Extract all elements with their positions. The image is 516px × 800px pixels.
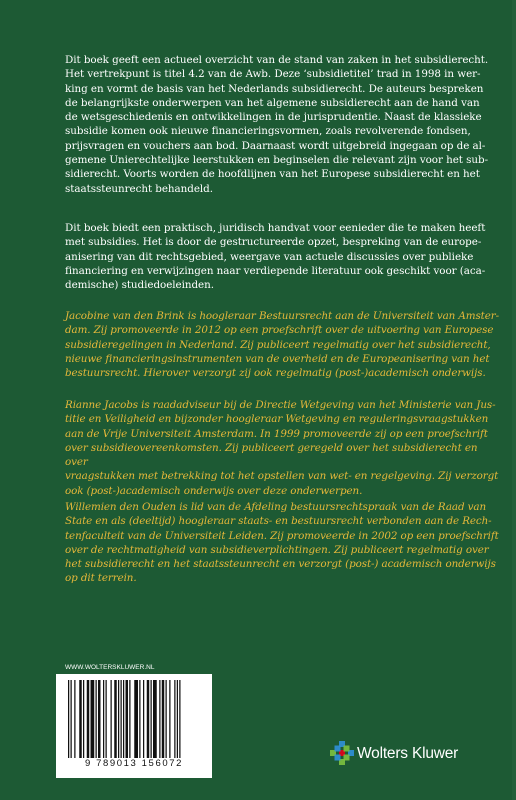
cover-edge xyxy=(512,0,516,800)
text-line: over subsidieovereenkomsten. Zij publiceert geregeld over het subsidierecht en over xyxy=(65,441,478,469)
text-line: staatssteunrecht behandeld. xyxy=(65,182,213,195)
text-line: met subsidies. Het is door de gestructureerde opzet, bespreking van de europe- xyxy=(65,236,482,249)
text-line: bestuursrecht. Hierover verzorgt zij ook regelmatig (post-)academisch onderwijs. xyxy=(65,367,486,380)
barcode-bar xyxy=(147,680,150,758)
barcode-bar xyxy=(169,680,170,758)
barcode-bar xyxy=(153,680,157,758)
barcode-bar xyxy=(143,680,144,758)
barcode-bar xyxy=(96,680,97,758)
barcode-bar xyxy=(123,680,124,758)
barcode-bar xyxy=(79,680,82,758)
description-paragraph-1 xyxy=(65,53,500,196)
text-line: gemene Unierechtelijke leerstukken en beginselen die relevant zijn voor het sub- xyxy=(65,154,489,167)
text-line: vraagstukken met betrekking tot het opstellen van wet- en regelgeving. Zij verzorgt xyxy=(65,470,499,483)
text-line: demische) studiedoeleinden. xyxy=(65,279,214,292)
barcode-bar xyxy=(114,680,117,758)
publisher-name: Wolters Kluwer xyxy=(357,745,459,762)
text-line: Dit boek geeft een actueel overzicht van de stand van zaken in het subsidierecht. xyxy=(65,54,489,66)
barcode-bar xyxy=(83,680,84,758)
barcode-bar xyxy=(129,680,130,758)
barcode-bar xyxy=(179,680,180,758)
text-line: prijsvragen en vouchers aan bod. Daarnaast wordt uitgebreid ingegaan op de al- xyxy=(65,139,486,152)
barcode-bar xyxy=(118,680,119,758)
text-line: aan de Vrije Universiteit Amsterdam. In 1999 promoveerde zij op een proefschrift xyxy=(65,427,488,440)
wolters-kluwer-logo-icon xyxy=(330,741,354,765)
barcode-bar xyxy=(87,680,90,758)
barcode-bar xyxy=(134,680,138,758)
barcode-bar xyxy=(126,680,129,758)
isbn-number: 9 789013 156072 xyxy=(85,758,183,769)
barcode-bar xyxy=(159,680,160,758)
text-line: ook (post-)academisch onderwijs over deze onderwerpen. xyxy=(65,484,363,497)
text-line: king en vormt de basis van het Nederlands subsidierecht. De auteurs bespreken xyxy=(65,82,484,95)
website-url[interactable]: WWW.WOLTERSKLUWER.NL xyxy=(65,664,155,671)
author-bio-van-den-brink xyxy=(65,309,500,380)
barcode-bar xyxy=(151,680,152,758)
text-line: Rianne Jacobs is raadadviseur bij de Directie Wetgeving van het Ministerie van Jus- xyxy=(65,399,496,411)
barcode-bar xyxy=(162,680,165,758)
barcode-bars xyxy=(68,680,200,758)
text-line: sidierecht. Voorts worden de hoofdlijnen van het Europese subsidierecht en het xyxy=(65,168,480,181)
text-line: Willemien den Ouden is lid van de Afdeling bestuursrechtspraak van de Raad van xyxy=(65,501,487,513)
text-line: op dit terrein. xyxy=(65,572,137,585)
logo-square xyxy=(335,755,341,761)
barcode-bar xyxy=(166,680,167,758)
barcode-bar xyxy=(71,680,72,758)
text-line: over de rechtmatigheid van subsidieverplichtingen. Zij publiceert regelmatig over xyxy=(65,543,489,556)
text-line: State en als (deeltijd) hoogleraar staats- en bestuursrecht verbonden aan de Rech- xyxy=(65,515,492,528)
text-line: de wetsgeschiedenis en ontwikkelingen in de jurisprudentie. Naast de klassieke xyxy=(65,111,482,124)
logo-square xyxy=(344,746,350,752)
text-line: nieuwe financieringsinstrumenten van de overheid en de Europeanisering van het xyxy=(65,352,490,365)
text-line: Het vertrekpunt is titel 4.2 van de Awb. Deze ‘subsidietitel’ trad in 1998 in wer- xyxy=(65,68,481,81)
text-line: anisering van dit rechtsgebied, weergave van actuele discussies over publieke xyxy=(65,250,474,263)
author-bio-den-ouden xyxy=(65,500,500,586)
text-line: het subsidierecht en het staatssteunrecht en verzorgt (post-) academisch onderwijs xyxy=(65,558,496,571)
barcode-bar xyxy=(177,680,178,758)
barcode-bar xyxy=(174,680,175,758)
text-line: subsidieregelingen in Nederland. Zij publiceert regelmatig over het subsidierecht, xyxy=(65,338,491,351)
barcode-bar xyxy=(74,680,75,758)
barcode-bar xyxy=(103,680,104,758)
text-line: Dit boek biedt een praktisch, juridisch handvat voor eenieder die te maken heeft xyxy=(65,222,486,234)
text-line: dam. Zij promoveerde in 2012 op een proefschrift over de uitvoering van Europese xyxy=(65,324,494,337)
isbn-barcode xyxy=(56,674,212,778)
text-line: subsidie komen ook nieuwe financieringsvormen, zoals revolverende fondsen, xyxy=(65,125,471,138)
description-paragraph-2 xyxy=(65,221,500,292)
logo-square xyxy=(335,746,341,752)
barcode-bar xyxy=(139,680,140,758)
author-bio-jacobs xyxy=(65,398,500,498)
publisher-logo xyxy=(330,740,510,770)
text-line: financiering en verwijzingen naar verdiepende literatuur ook geschikt voor (aca- xyxy=(65,264,486,277)
barcode-bar xyxy=(68,680,69,758)
barcode-bar xyxy=(106,680,107,758)
barcode-bar xyxy=(91,680,95,758)
barcode-bar xyxy=(111,680,112,758)
text-line: titie en Veiligheid en bijzonder hoogleraar Wetgeving en reguleringsvraagstukken xyxy=(65,413,489,426)
text-line: de belangrijkste onderwerpen van het algemene subsidierecht aan de hand van xyxy=(65,96,480,109)
barcode-bar xyxy=(121,680,122,758)
text-line: Jacobine van den Brink is hoogleraar Bestuursrecht aan de Universiteit van Amster- xyxy=(65,310,499,322)
barcode-bar xyxy=(98,680,101,758)
logo-square xyxy=(344,755,350,761)
text-line: tenfaculteit van de Universiteit Leiden. Zij promoveerde in 2002 op een proefschrift xyxy=(65,529,499,542)
